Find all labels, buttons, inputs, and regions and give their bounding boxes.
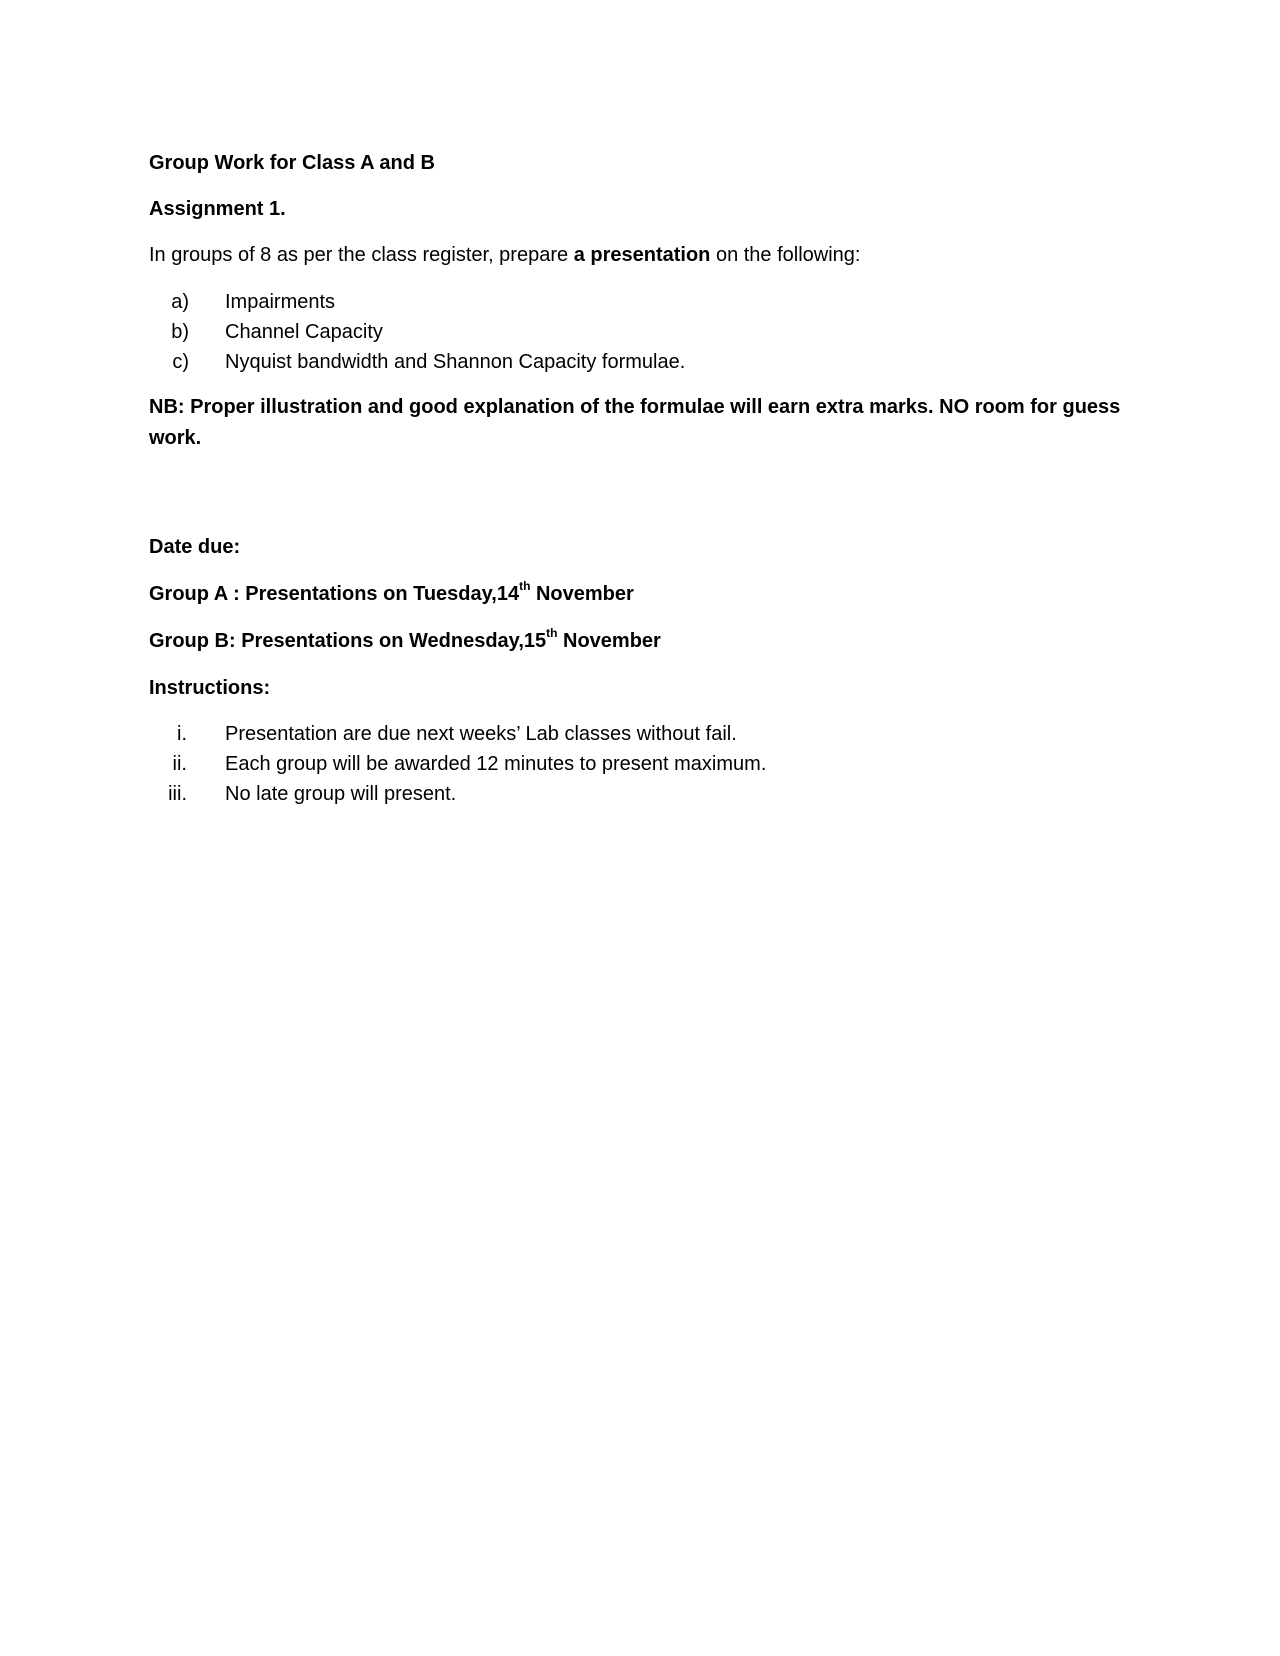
instruction-text: No late group will present.: [225, 783, 457, 805]
group-b-suffix: November: [557, 630, 661, 652]
assignment-heading: Assignment 1.: [149, 198, 286, 220]
topic-item: [149, 319, 383, 345]
group-b-schedule: [149, 628, 661, 654]
topic-text: Nyquist bandwidth and Shannon Capacity formulae.: [225, 351, 686, 373]
date-due-label: Date due:: [149, 536, 241, 558]
intro-text-before: In groups of 8 as per the class register, prepare: [149, 244, 574, 266]
topic-text: Impairments: [225, 291, 336, 313]
topic-text: Channel Capacity: [225, 321, 383, 343]
intro-paragraph: [149, 242, 861, 268]
group-a-prefix: Group A : Presentations on Tuesday,14: [149, 583, 520, 605]
instruction-item: [149, 751, 767, 777]
instructions-label: Instructions:: [149, 677, 271, 699]
topic-marker: b): [171, 321, 189, 343]
instruction-item: [149, 781, 457, 807]
group-b-sup: th: [546, 626, 558, 641]
topic-marker: a): [171, 291, 189, 313]
document-title: Group Work for Class A and B: [149, 152, 435, 174]
instruction-marker: i.: [177, 723, 187, 745]
intro-text-bold: a presentation: [573, 244, 711, 266]
instruction-text: Presentation are due next weeks’ Lab classes without fail.: [225, 723, 737, 745]
topic-item: [149, 349, 686, 375]
instruction-text: Each group will be awarded 12 minutes to present maximum.: [225, 753, 767, 775]
group-b-prefix: Group B: Presentations on Wednesday,15: [149, 630, 547, 652]
instruction-marker: iii.: [168, 783, 187, 805]
group-a-sup: th: [519, 579, 531, 594]
group-a-schedule: [149, 581, 634, 607]
note-paragraph: NB: Proper illustration and good explanation of the formulae will earn extra marks. NO room for guess work.: [149, 396, 1121, 449]
instruction-item: [149, 721, 737, 747]
topic-item: [149, 289, 336, 315]
group-a-suffix: November: [530, 583, 634, 605]
intro-text-after: on the following:: [710, 244, 861, 266]
instruction-marker: ii.: [172, 753, 187, 775]
topic-marker: c): [172, 351, 189, 373]
